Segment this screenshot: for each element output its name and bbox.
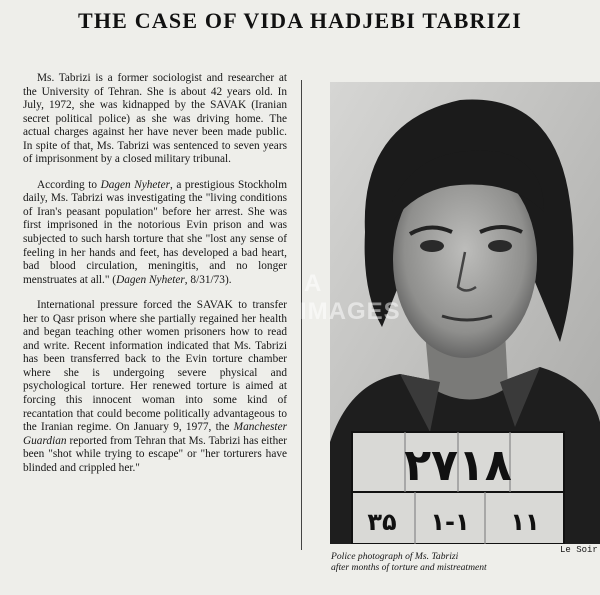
paragraph-2-text-b: , a prestigious Stockholm daily, Ms. Tabrizi was investigating the "living conditions of Iran's peasant population" before her arrest. She was first imprisoned in the notorious Evin prison and was subjected to such harsh torture that she "lost any sense of feeling in her hands and feet, has developed a bad heart, bad blood circulation, meningitis, and no longer menstruates at all." ( — [23, 178, 287, 286]
placard-code-1: ۳۵ — [367, 508, 397, 536]
watermark-line-1: A — [304, 270, 323, 297]
photo-credit: Le Soir — [560, 545, 598, 555]
article-headline: THE CASE OF VIDA HADJEBI TABRIZI — [77, 8, 523, 33]
source-dagen-nyheter-citation: Dagen Nyheter — [116, 273, 185, 286]
paragraph-2-text-c: , 8/31/73). — [184, 273, 232, 286]
caption-line-1: Police photograph of Ms. Tabrizi — [331, 551, 459, 562]
watermark-line-2: IMAGES — [300, 298, 401, 325]
placard-code-2: ۱-۱ — [430, 508, 470, 536]
paragraph-3-text-a: International pressure forced the SAVAK to transfer her to Qasr prison where she partially regained her health and began teaching other women prisoners how to read and write. Recent information indicated that Ms. Tabrizi has been transferred back to the Evin torture chamber where she is undergoing severe physical and psychological torture. Her renewed torture is aimed at forcing this innocent woman into some kind of recantation that could become politically advantageous to the Iranian regime. On January 9, 1977, the — [23, 299, 287, 434]
paragraph-2 — [23, 179, 287, 287]
left-eye — [420, 240, 444, 252]
paragraph-2-text-a: According to — [37, 178, 101, 191]
paragraph-1: Ms. Tabrizi is a former sociologist and researcher at the University of Tehran. She is about 42 years old. In July, 1972, she was kidnapped by the SAVAK (Iranian secret political police) as she was driving home. The actual charges against her have never been made public. In spite of that, Ms. Tabrizi was sentenced to seven years of imprisonment by a closed military tribunal. — [23, 72, 287, 166]
caption-line-2: after months of torture and mistreatment — [331, 562, 487, 573]
placard-number: ۲۷۱۸ — [404, 440, 512, 491]
photo-caption — [331, 551, 571, 573]
source-dagen-nyheter: Dagen Nyheter — [100, 178, 170, 191]
source-manchester-guardian: Manchester Guardian — [23, 421, 287, 447]
watermark — [300, 270, 440, 326]
paragraph-3-text-b: reported from Tehran that Ms. Tabrizi has either been "shot while trying to escape" or "her torturers have blinded and crippled her." — [23, 434, 287, 474]
right-eye — [488, 240, 512, 252]
article-body — [23, 72, 287, 475]
placard-code-3: ۱۱ — [510, 508, 540, 536]
paragraph-3 — [23, 299, 287, 475]
